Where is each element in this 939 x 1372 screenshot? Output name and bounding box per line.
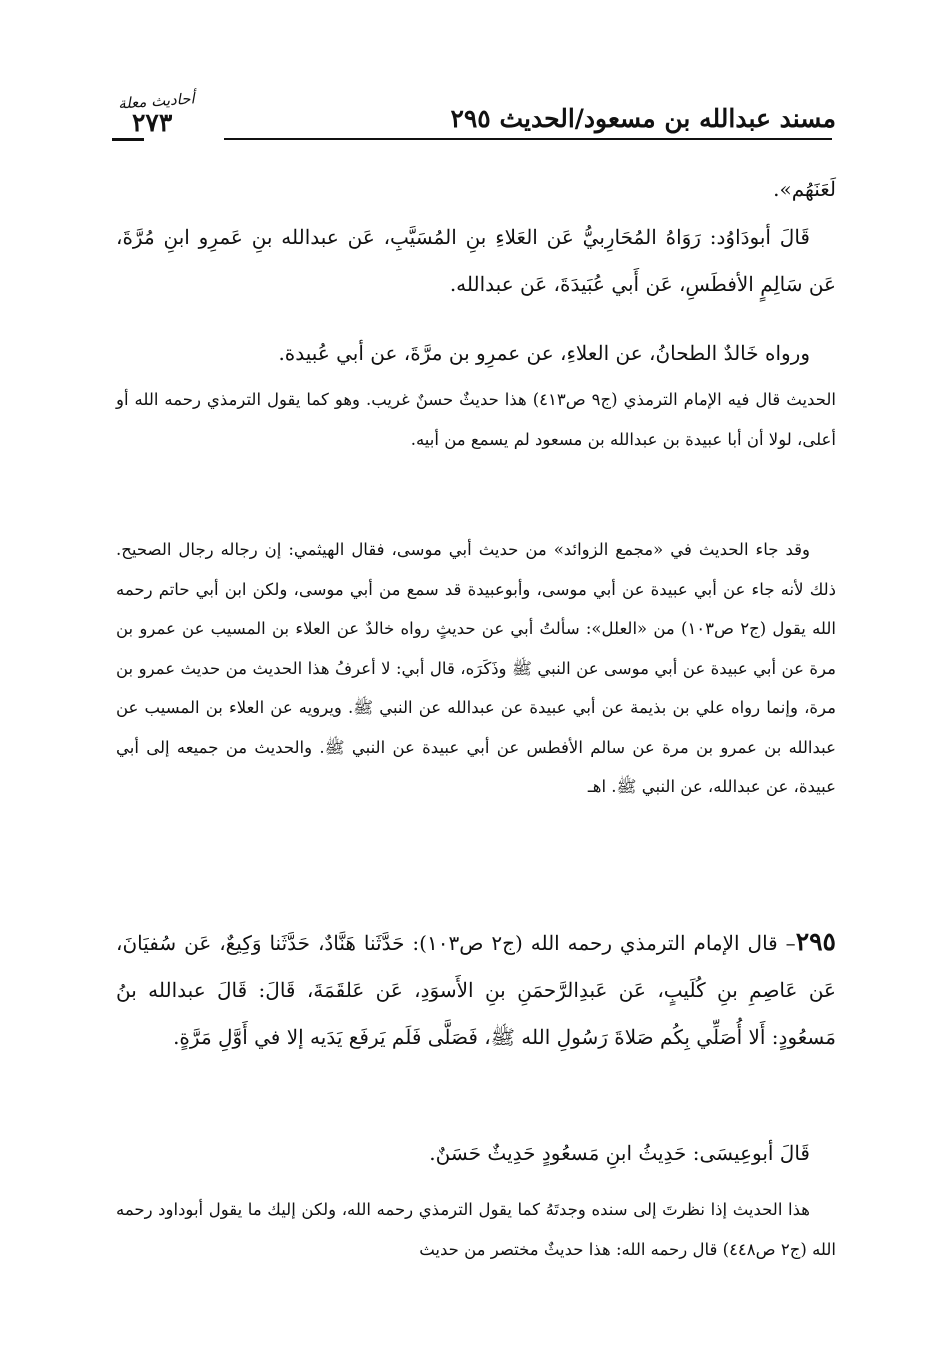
tirmidhi-grading: قَالَ أبوعِيسَى: حَدِيثُ ابنِ مَسعُودٍ حَدِيثٌ حَسَنٌ. <box>429 1141 810 1165</box>
paragraph-2 <box>116 214 836 308</box>
hadith-text: – قال الإمام الترمذي رحمه الله (ج٢ ص١٠٣): حَدَّثَنا هَنَّادٌ، حَدَّثَنا وَكِيعٌ، عَن سُفيَانَ، عَن عَاصِمِ بنِ كُلَيبٍ، عَن عَبدِالرَّحمَنِ بنِ الأَسوَدِ، عَن عَلقَمَةَ، قَالَ: قَالَ عبدالله بنُ مَسعُودٍ: أَلا أُصَلِّي بِكُم صَلاةَ رَسُولِ الله ﷺ، فَصَلَّى فَلَم يَرفَع يَدَيه إلا في أَوَّلِ مَرَّةٍ. <box>116 931 836 1049</box>
abu-dawud-note: قَالَ أبودَاوُد: رَوَاهُ المُحَارِبيُّ عَن العَلاءِ بنِ المُسَيَّبِ، عَن عبدالله بنِ عَمرِو ابنِ مُرَّةَ، عَن سَالِمٍ الأفطَسِ، عَن أَبي عُبَيدَةَ، عَن عبدالله. <box>116 225 836 296</box>
header-rule <box>224 138 832 140</box>
commentary-paragraph: وقد جاء الحديث في «مجمع الزوائد» من حديث أبي موسى، فقال الهيثمي: إن رجاله رجال الصحيح. ذلك لأنه جاء عن أبي عبيدة عن أبي موسى، وأبوعبيدة قد سمع من أبي موسى، ولكن ابن أبي حاتم رحمه الله يقول (ج٢ ص١٠٣) من «العلل»: سألتُ أبي عن حديثٍ رواه خالدٌ عن العلاء بن المسيب عن عمرو بن مرة عن أبي عبيدة عن أبي موسى عن النبي ﷺ وذَكَرَه، قال أبي: لا أعرفُ هذا الحديث من حديث عمرو بن مرة، وإنما رواه علي بن بذيمة عن أبي عبيدة عن عبدالله عن النبي ﷺ. ويرويه عن العلاء بن المسيب عن عبدالله بن عمرو بن مرة عن سالم الأفطس عن أبي عبيدة عن النبي ﷺ. والحديث من جميعه إلى أبي عبيدة، عن عبدالله، عن النبي ﷺ. اهـ <box>116 540 837 796</box>
narration-note: ورواه خَالدٌ الطحانُ، عن العلاءِ، عن عمرِو بن مرَّةَ، عن أبي عُبيدة. <box>278 341 810 365</box>
page-header <box>112 89 836 152</box>
paragraph-3 <box>116 330 836 377</box>
hadith-295 <box>116 918 836 1061</box>
page-number: ٢٧٣ <box>132 108 173 137</box>
hadith-number: ٢٩٥ <box>795 927 836 956</box>
quote-ending: لَعَنَهُم». <box>773 177 836 201</box>
running-title: مسند عبدالله بن مسعود/الحديث ٢٩٥ <box>450 104 836 133</box>
paragraph-7 <box>116 1130 836 1177</box>
page-number-rule <box>112 138 144 141</box>
handwritten-note: أحاديث معلة <box>117 89 196 113</box>
commentary-paragraph: الحديث قال فيه الإمام الترمذي (ج٩ ص٤١٣) هذا حديثٌ حسنٌ غريب. وهو كما يقول الترمذي رحمه الله أو أعلى، لولا أن أبا عبيدة بن عبدالله بن مسعود لم يسمع من أبيه. <box>116 390 836 449</box>
paragraph-4 <box>116 380 836 459</box>
commentary-paragraph: هذا الحديث إذا نظرتَ إلى سنده وجدتَهُ كما يقول الترمذي رحمه الله، ولكن إليك ما يقول أبوداود رحمه الله (ج٢ ص٤٤٨) قال رحمه الله: هذا حديثٌ مختصر من حديث <box>116 1200 836 1259</box>
paragraph-8 <box>116 1190 836 1269</box>
paragraph-1 <box>116 166 836 213</box>
paragraph-5 <box>116 530 836 807</box>
